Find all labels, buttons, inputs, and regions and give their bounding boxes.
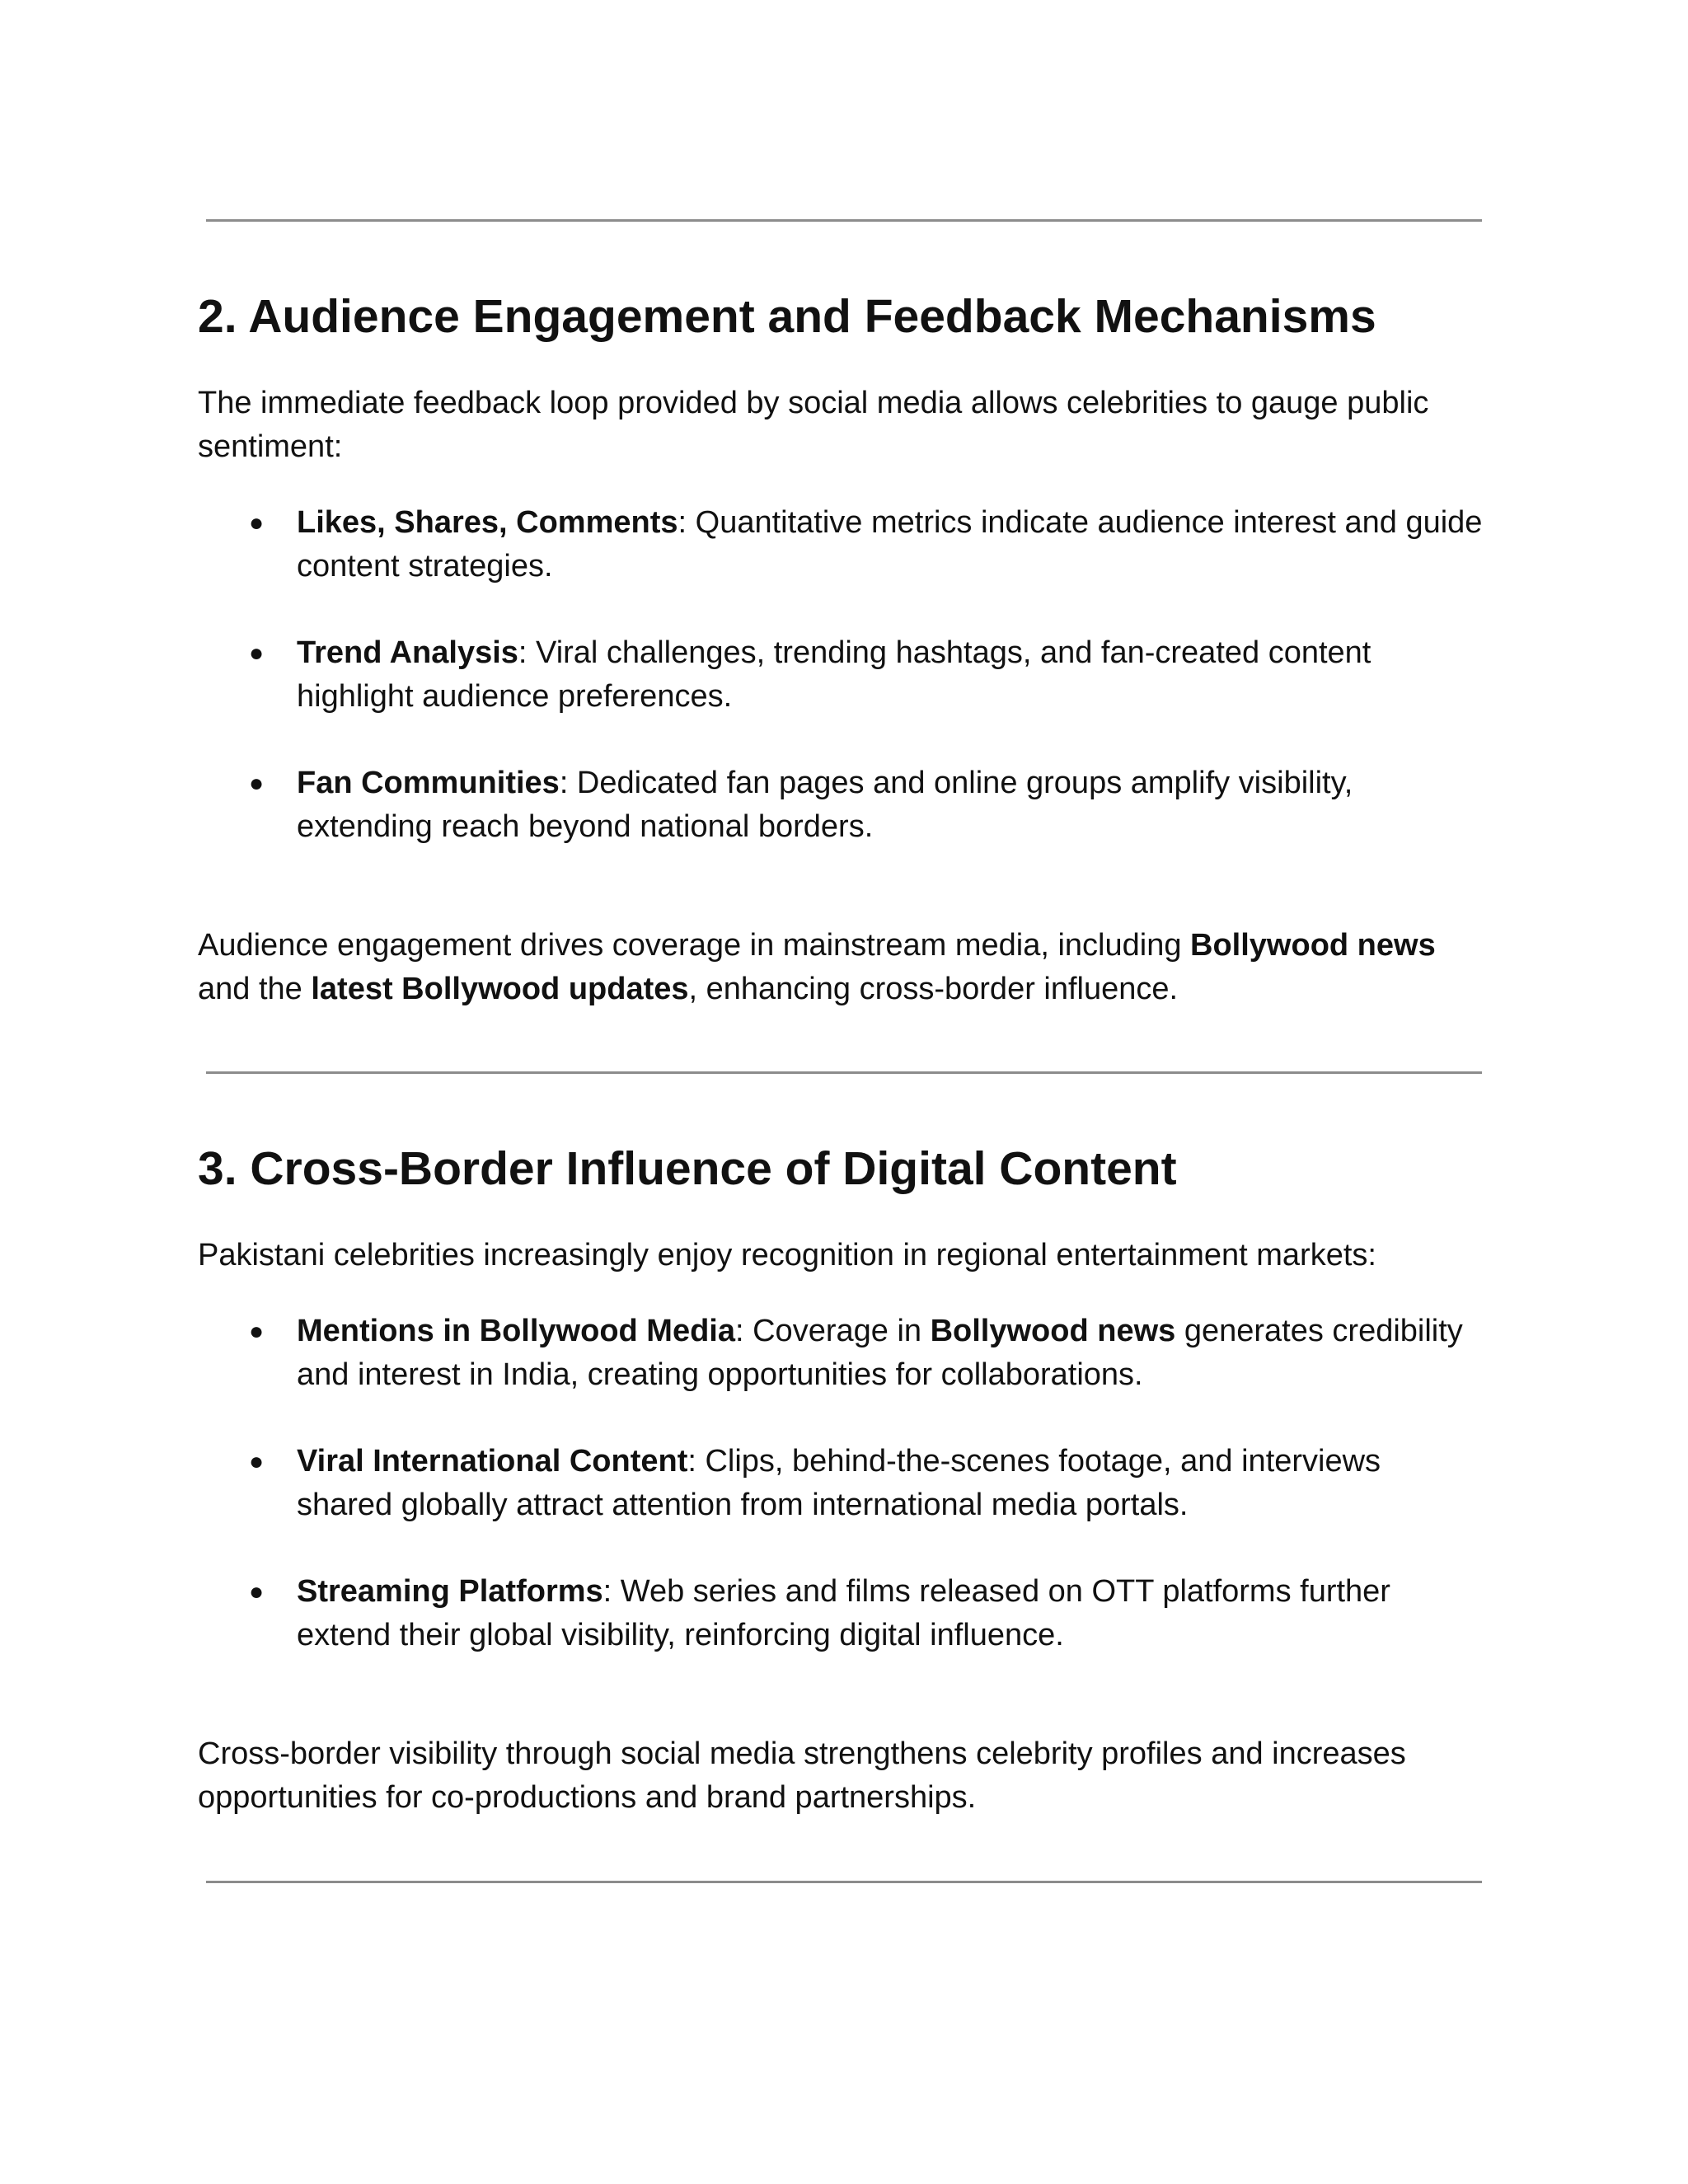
list-item [198, 501, 1484, 588]
divider-bottom [206, 1881, 1482, 1883]
bullet-icon: ● [249, 1318, 265, 1345]
section-closing: Cross-border visibility through social media strengthens celebrity profiles and increases opportunities for co-productions and brand partnerships. [198, 1736, 1406, 1815]
section-intro: The immediate feedback loop provided by social media allows celebrities to gauge public sentiment: [198, 386, 1429, 464]
list-item [198, 1440, 1484, 1527]
divider-middle [206, 1071, 1482, 1074]
list-item [198, 1570, 1484, 1657]
section-heading: 2. Audience Engagement and Feedback Mechanisms [198, 290, 1376, 343]
list-item-text: : Web series and films released on OTT platforms further extend their global visibility, reinforcing digital influence. [297, 1574, 1390, 1652]
list-item-term: Fan Communities [297, 766, 560, 800]
bullet-list [198, 1310, 1484, 1657]
list-item-text: : Quantitative metrics indicate audience interest and guide content strategies. [297, 505, 1483, 583]
bullet-icon: ● [249, 509, 265, 537]
list-item-term: Viral International Content [297, 1444, 688, 1479]
list-item [198, 1310, 1484, 1397]
closing-bold-text: Bollywood news [1190, 928, 1436, 963]
bullet-icon: ● [249, 770, 265, 797]
list-item-text: : Clips, behind-the-scenes footage, and interviews shared globally attract attention from international media portals. [297, 1444, 1381, 1522]
list-item-text: : Viral challenges, trending hashtags, and fan-created content highlight audience preferences. [297, 635, 1372, 714]
list-item-term: Trend Analysis [297, 635, 518, 670]
list-item-term: Streaming Platforms [297, 1574, 603, 1609]
list-item [198, 631, 1484, 719]
bullet-list [198, 501, 1484, 849]
section-cross-border [198, 1140, 1484, 1820]
section-audience-engagement [198, 288, 1484, 1011]
closing-text: , enhancing cross-border influence. [688, 972, 1179, 1006]
section-closing [198, 924, 1484, 1011]
list-item [198, 762, 1484, 849]
section-heading: 3. Cross-Border Influence of Digital Content [198, 1142, 1177, 1195]
closing-text: and the [198, 972, 312, 1006]
section-intro: Pakistani celebrities increasingly enjoy recognition in regional entertainment markets: [198, 1238, 1376, 1272]
bullet-icon: ● [249, 640, 265, 667]
list-item-text: generates credibility and interest in India, creating opportunities for collaborations. [297, 1314, 1463, 1392]
divider-top [206, 219, 1482, 222]
closing-text: Audience engagement drives coverage in mainstream media, including [198, 928, 1191, 963]
list-item-text: : Coverage in [735, 1314, 931, 1348]
closing-bold-text: latest Bollywood updates [311, 972, 689, 1006]
list-item-term: Likes, Shares, Comments [297, 505, 678, 540]
list-item-term: Bollywood news [930, 1314, 1176, 1348]
list-item-term: Mentions in Bollywood Media [297, 1314, 735, 1348]
bullet-icon: ● [249, 1578, 265, 1605]
list-item-text: : Dedicated fan pages and online groups amplify visibility, extending reach beyond national borders. [297, 766, 1353, 844]
bullet-icon: ● [249, 1448, 265, 1475]
